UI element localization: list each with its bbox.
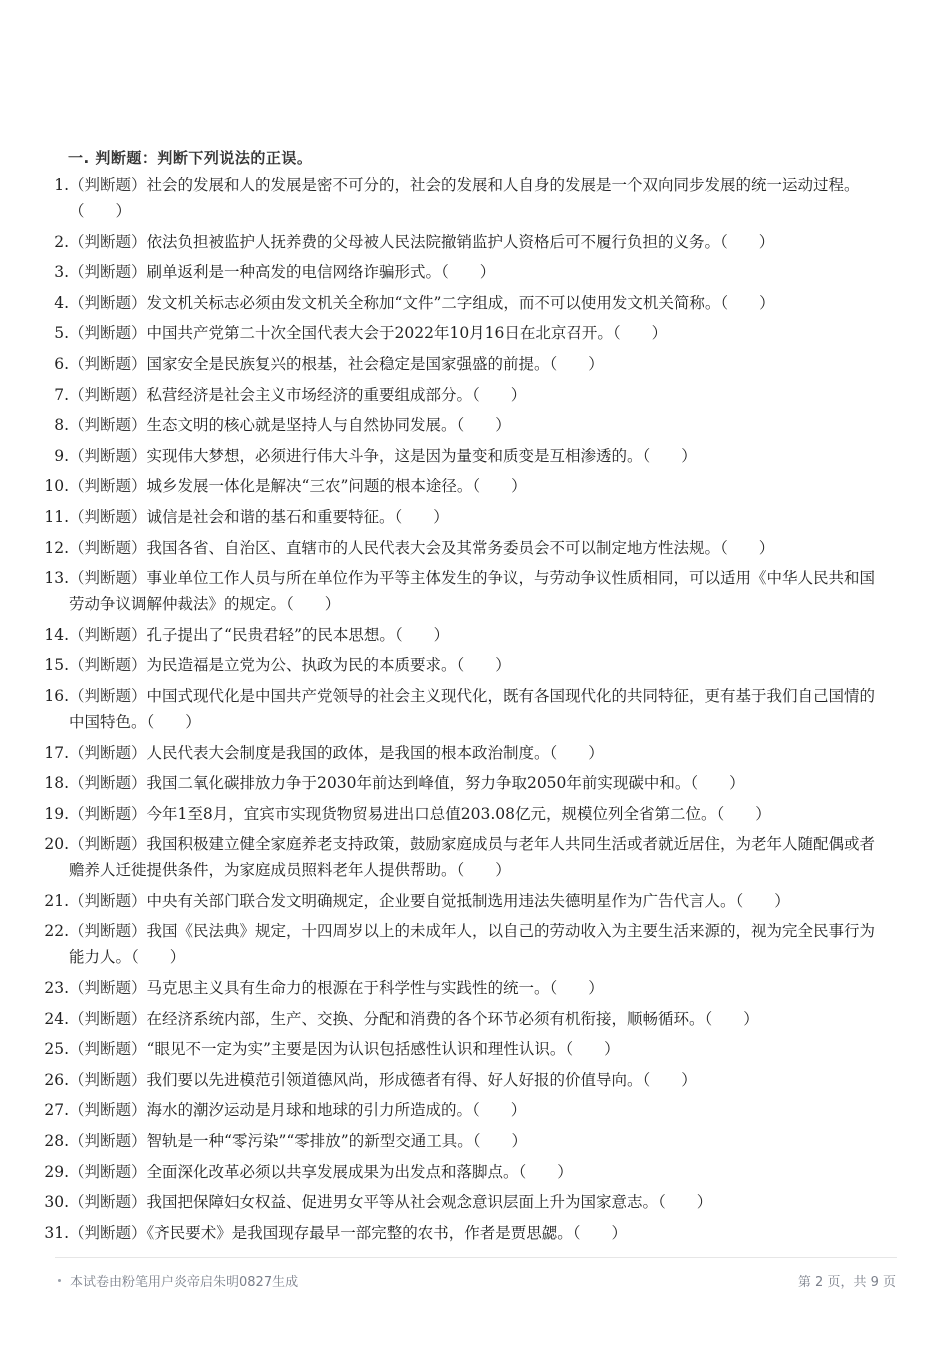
question-number: 4. — [54, 293, 69, 312]
question-type-tag: （判断题） — [69, 1009, 147, 1028]
question-text-block — [69, 888, 880, 914]
question-text: 孔子提出了“民贵君轻”的民本思想。（ ） — [146, 625, 450, 644]
question-number: 13. — [44, 569, 69, 588]
question-item — [0, 888, 950, 914]
question-text: 生态文明的核心就是坚持人与自然协同发展。（ ） — [146, 416, 511, 435]
question-item — [0, 229, 950, 255]
question-number: 15. — [44, 656, 69, 675]
question-item — [0, 443, 950, 469]
question-number: 27. — [44, 1101, 69, 1120]
bullet-dot-icon — [58, 1279, 61, 1282]
question-text: 城乡发展一体化是解决“三农”问题的根本途径。（ ） — [146, 477, 527, 496]
question-type-tag: （判断题） — [69, 1070, 147, 1089]
question-number: 16. — [44, 686, 69, 705]
question-number: 30. — [44, 1193, 69, 1212]
question-type-tag: （判断题） — [69, 743, 147, 762]
question-number: 29. — [44, 1162, 69, 1181]
question-number: 2. — [54, 232, 69, 251]
question-number: 20. — [44, 835, 69, 854]
section-title: 一. 判断题：判断下列说法的正误。 — [68, 149, 313, 167]
question-type-tag: （判断题） — [69, 774, 147, 793]
question-type-tag: （判断题） — [69, 385, 147, 404]
question-text: 今年1至8月，宜宾市实现货物贸易进出口总值203.08亿元，规模位列全省第二位。（ ） — [146, 804, 771, 823]
question-type-tag: （判断题） — [69, 1132, 147, 1151]
question-type-tag: （判断题） — [69, 232, 147, 251]
question-text: 我国把保障妇女权益、促进男女平等从社会观念意识层面上升为国家意志。（ ） — [146, 1193, 713, 1212]
question-text: 诚信是社会和谐的基石和重要特征。（ ） — [146, 507, 449, 526]
question-item — [0, 1067, 950, 1093]
question-text: 我国二氧化碳排放力争于2030年前达到峰值，努力争取2050年前实现碳中和。（ ） — [146, 774, 745, 793]
question-number: 3. — [54, 263, 69, 282]
question-item — [0, 831, 950, 883]
question-type-tag: （判断题） — [69, 804, 147, 823]
question-text: 马克思主义具有生命力的根源在于科学性与实践性的统一。（ ） — [146, 979, 604, 998]
question-text: “眼见不一定为实”主要是因为认识包括感性认识和理性认识。（ ） — [146, 1040, 620, 1059]
question-text-block — [69, 229, 880, 255]
question-type-tag: （判断题） — [69, 1040, 147, 1059]
question-text-block — [69, 1067, 880, 1093]
question-text-block — [69, 504, 880, 530]
question-item — [0, 259, 950, 285]
question-text-block — [69, 351, 880, 377]
footer-generated-note — [58, 1271, 298, 1290]
footer-divider — [55, 1257, 897, 1258]
question-type-tag: （判断题） — [69, 569, 147, 588]
question-type-tag: （判断题） — [69, 656, 147, 675]
question-type-tag: （判断题） — [69, 835, 147, 854]
question-text: 海水的潮汐运动是月球和地球的引力所造成的。（ ） — [146, 1101, 527, 1120]
question-item — [0, 683, 950, 735]
question-text: 我国《民法典》规定，十四周岁以上的未成年人，以自己的劳动收入为主要生活来源的，视为完全民事行为能力人。（ ） — [69, 922, 876, 967]
question-number: 28. — [44, 1132, 69, 1151]
question-type-tag: （判断题） — [69, 538, 147, 557]
question-type-tag: （判断题） — [69, 176, 147, 194]
question-type-tag: （判断题） — [69, 891, 147, 910]
question-item — [0, 1097, 950, 1123]
question-item — [0, 565, 950, 617]
question-text: 人民代表大会制度是我国的政体，是我国的根本政治制度。（ ） — [146, 743, 604, 762]
question-item — [0, 351, 950, 377]
question-number: 31. — [44, 1223, 69, 1242]
question-text: 依法负担被监护人抚养费的父母被人民法院撤销监护人资格后可不履行负担的义务。（ ） — [146, 232, 775, 251]
question-text-block — [69, 382, 880, 408]
question-number: 1. — [54, 176, 69, 194]
question-item — [0, 740, 950, 766]
question-item — [0, 320, 950, 346]
question-item — [0, 1128, 950, 1154]
question-text: 智轨是一种“零污染”“零排放”的新型交通工具。（ ） — [146, 1132, 527, 1151]
question-number: 6. — [54, 354, 69, 373]
question-item — [0, 172, 950, 224]
question-item — [0, 770, 950, 796]
question-text: 我们要以先进模范引领道德风尚，形成德者有得、好人好报的价值导向。（ ） — [146, 1070, 697, 1089]
question-text-block — [69, 801, 880, 827]
question-number: 18. — [44, 774, 69, 793]
question-type-tag: （判断题） — [69, 922, 147, 941]
question-number: 21. — [44, 891, 69, 910]
question-type-tag: （判断题） — [69, 416, 147, 435]
question-list — [0, 172, 950, 1250]
question-item — [0, 1189, 950, 1215]
question-number: 7. — [54, 385, 69, 404]
question-text: 事业单位工作人员与所在单位作为平等主体发生的争议，与劳动争议性质相同，可以适用《中华人民共和国劳动争议调解仲裁法》的规定。（ ） — [69, 569, 876, 614]
question-text-block — [69, 320, 880, 346]
question-type-tag: （判断题） — [69, 263, 147, 282]
question-text-block — [69, 290, 880, 316]
question-text-block — [69, 1128, 880, 1154]
question-text: 全面深化改革必须以共享发展成果为出发点和落脚点。（ ） — [146, 1162, 573, 1181]
question-type-tag: （判断题） — [69, 507, 147, 526]
question-item — [0, 1036, 950, 1062]
question-text-block — [69, 1189, 880, 1215]
question-number: 25. — [44, 1040, 69, 1059]
question-text: 社会的发展和人的发展是密不可分的，社会的发展和人自身的发展是一个双向同步发展的统一运动过程。（ ） — [69, 176, 860, 220]
question-text: 我国各省、自治区、直辖市的人民代表大会及其常务委员会不可以制定地方性法规。（ ） — [146, 538, 775, 557]
question-type-tag: （判断题） — [69, 446, 147, 465]
question-item — [0, 382, 950, 408]
question-text-block — [69, 831, 880, 883]
question-type-tag: （判断题） — [69, 1101, 147, 1120]
footer-generated-text: 本试卷由粉笔用户炎帝启朱明0827生成 — [70, 1275, 299, 1290]
question-text: 为民造福是立党为公、执政为民的本质要求。（ ） — [146, 656, 511, 675]
question-item — [0, 1006, 950, 1032]
question-number: 5. — [54, 324, 69, 343]
question-text-block — [69, 412, 880, 438]
question-text-block — [69, 622, 880, 648]
question-text-block — [69, 975, 880, 1001]
question-type-tag: （判断题） — [69, 354, 147, 373]
question-text-block — [69, 565, 880, 617]
question-text: 《齐民要术》是我国现存最早一部完整的农书，作者是贾思勰。（ ） — [146, 1223, 628, 1242]
question-type-tag: （判断题） — [69, 1162, 147, 1181]
question-type-tag: （判断题） — [69, 293, 147, 312]
question-text-block — [69, 259, 880, 285]
question-type-tag: （判断题） — [69, 625, 147, 644]
question-number: 26. — [44, 1070, 69, 1089]
question-text: 中国共产党第二十次全国代表大会于2022年10月16日在北京召开。（ ） — [146, 324, 668, 343]
question-text: 刷单返利是一种高发的电信网络诈骗形式。（ ） — [146, 263, 496, 282]
question-text-block — [69, 443, 880, 469]
question-text-block — [69, 473, 880, 499]
question-number: 11. — [44, 507, 69, 526]
question-text-block — [69, 1097, 880, 1123]
question-number: 24. — [44, 1009, 69, 1028]
question-item — [0, 801, 950, 827]
question-text-block — [69, 652, 880, 678]
question-number: 14. — [44, 625, 69, 644]
question-item — [0, 1220, 950, 1246]
question-type-tag: （判断题） — [69, 1223, 147, 1242]
question-type-tag: （判断题） — [69, 1193, 147, 1212]
question-text-block — [69, 1159, 880, 1185]
question-item — [0, 652, 950, 678]
question-text: 在经济系统内部，生产、交换、分配和消费的各个环节必须有机衔接，顺畅循环。（ ） — [146, 1009, 759, 1028]
question-text-block — [69, 535, 880, 561]
question-text-block — [69, 740, 880, 766]
question-text: 国家安全是民族复兴的根基，社会稳定是国家强盛的前提。（ ） — [146, 354, 604, 373]
question-text-block — [69, 1006, 880, 1032]
question-text-block — [69, 770, 880, 796]
question-number: 22. — [44, 922, 69, 941]
question-number: 9. — [54, 446, 69, 465]
question-text: 私营经济是社会主义市场经济的重要组成部分。（ ） — [146, 385, 527, 404]
question-item — [0, 412, 950, 438]
question-item — [0, 975, 950, 1001]
question-item — [0, 918, 950, 970]
question-text-block — [69, 918, 880, 970]
question-type-tag: （判断题） — [69, 979, 147, 998]
question-text: 发文机关标志必须由发文机关全称加“文件”二字组成，而不可以使用发文机关简称。（ ） — [146, 293, 775, 312]
question-number: 23. — [44, 979, 69, 998]
question-text: 实现伟大梦想，必须进行伟大斗争，这是因为量变和质变是互相渗透的。（ ） — [146, 446, 697, 465]
question-text-block — [69, 1220, 880, 1246]
question-type-tag: （判断题） — [69, 324, 147, 343]
question-text-block — [69, 1036, 880, 1062]
question-text-block — [69, 683, 880, 735]
question-item — [0, 473, 950, 499]
question-number: 10. — [44, 477, 69, 496]
question-text: 中央有关部门联合发文明确规定，企业要自觉抵制选用违法失德明星作为广告代言人。（ ） — [146, 891, 790, 910]
page-number: 第 2 页，共 9 页 — [797, 1275, 896, 1290]
question-item — [0, 290, 950, 316]
question-text: 我国积极建立健全家庭养老支持政策，鼓励家庭成员与老年人共同生活或者就近居住，为老年人随配偶或者赡养人迁徙提供条件，为家庭成员照料老年人提供帮助。（ ） — [69, 835, 876, 880]
question-type-tag: （判断题） — [69, 477, 147, 496]
question-number: 12. — [44, 538, 69, 557]
question-item — [0, 1159, 950, 1185]
question-number: 19. — [44, 804, 69, 823]
question-item — [0, 535, 950, 561]
question-text: 中国式现代化是中国共产党领导的社会主义现代化，既有各国现代化的共同特征，更有基于我们自己国情的中国特色。（ ） — [69, 686, 876, 731]
question-text-block — [69, 172, 880, 224]
question-type-tag: （判断题） — [69, 686, 147, 705]
question-item — [0, 504, 950, 530]
question-number: 17. — [44, 743, 69, 762]
question-number: 8. — [54, 416, 69, 435]
question-item — [0, 622, 950, 648]
